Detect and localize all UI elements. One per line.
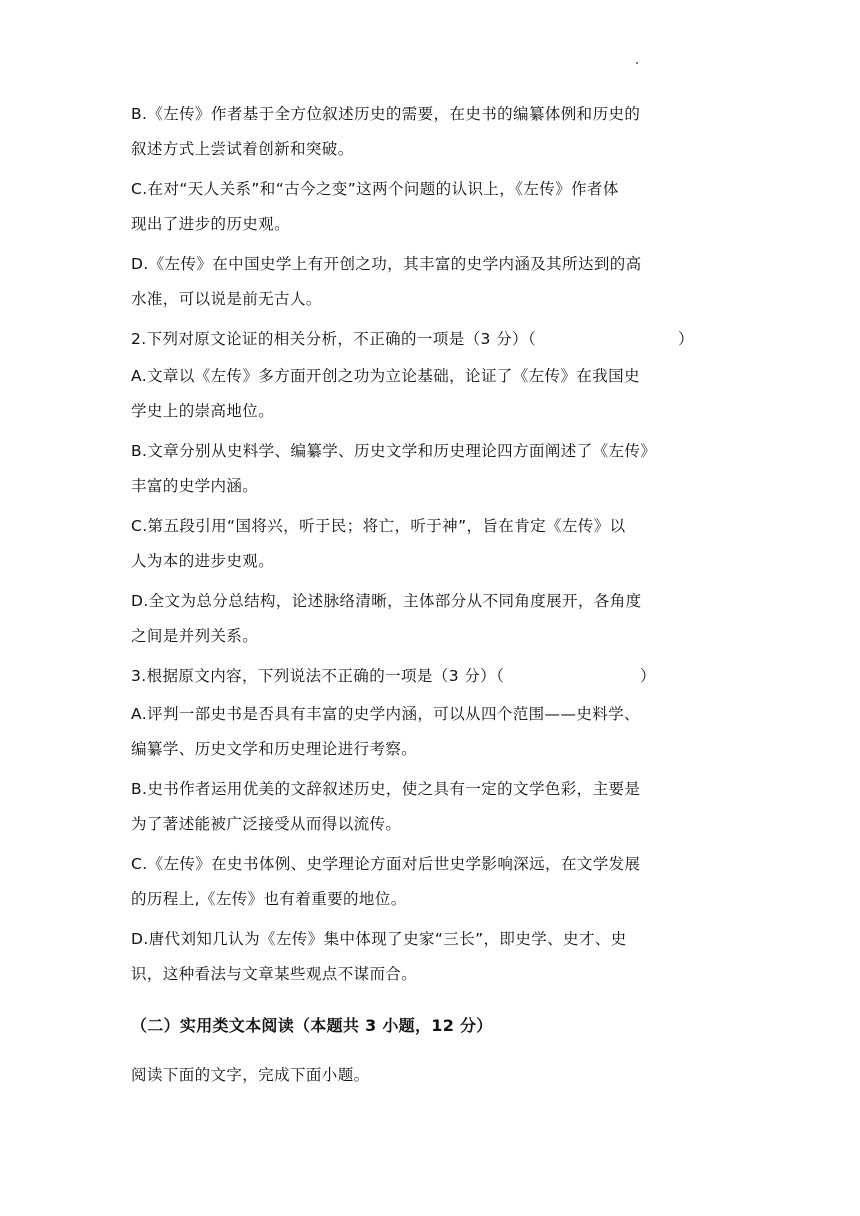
q3-answer-close: ） <box>640 667 656 685</box>
section-heading: （二）实用类文本阅读（本题共 3 小题，12 分） <box>131 1016 493 1035</box>
header-dot <box>636 62 638 64</box>
q1-option-b: B.《左传》作者基于全方位叙述历史的需要，在史书的编纂体例和历史的 叙述方式上尝试着创新和突破。 <box>131 105 641 158</box>
q2-stem: 2.下列对原文论证的相关分析，不正确的一项是（3 分）（ <box>131 330 537 348</box>
q2-option-c: C.第五段引用“国将兴，听于民；将亡，听于神”，旨在肯定《左传》以 人为本的进步史观。 <box>131 517 626 570</box>
q3-option-b: B.史书作者运用优美的文辞叙述历史，使之具有一定的文学色彩，主要是 为了著述能被广泛接受从而得以流传。 <box>131 780 641 833</box>
section-intro: 阅读下面的文字，完成下面小题。 <box>131 1066 370 1084</box>
q3-stem: 3.根据原文内容，下列说法不正确的一项是（3 分）（ <box>131 667 505 685</box>
q1-option-c: C.在对“天人关系”和“古今之变”这两个问题的认识上，《左传》作者体 现出了进步的历史观。 <box>131 180 619 233</box>
q3-option-c: C.《左传》在史书体例、史学理论方面对后世史学影响深远，在文学发展 的历程上,《左传》也有着重要的地位。 <box>131 855 641 908</box>
q3-option-a: A.评判一部史书是否具有丰富的史学内涵，可以从四个范围——史料学、 编纂学、历史文学和历史理论进行考察。 <box>131 705 640 758</box>
q2-answer-close: ） <box>678 330 694 348</box>
q2-option-a: A.文章以《左传》多方面开创之功为立论基础，论证了《左传》在我国史 学史上的崇高地位。 <box>131 367 640 420</box>
q2-option-d: D.全文为总分总结构，论述脉络清晰，主体部分从不同角度展开，各角度 之间是并列关系。 <box>131 592 642 645</box>
q1-option-d: D.《左传》在中国史学上有开创之功，其丰富的史学内涵及其所达到的高 水准，可以说是前无古人。 <box>131 255 642 308</box>
q3-option-d: D.唐代刘知几认为《左传》集中体现了史家“三长”，即史学、史才、史 识，这种看法与文章某些观点不谋而合。 <box>131 930 627 983</box>
q2-option-b: B.文章分别从史料学、编纂学、历史文学和历史理论四方面阐述了《左传》 丰富的史学内涵。 <box>131 442 657 495</box>
